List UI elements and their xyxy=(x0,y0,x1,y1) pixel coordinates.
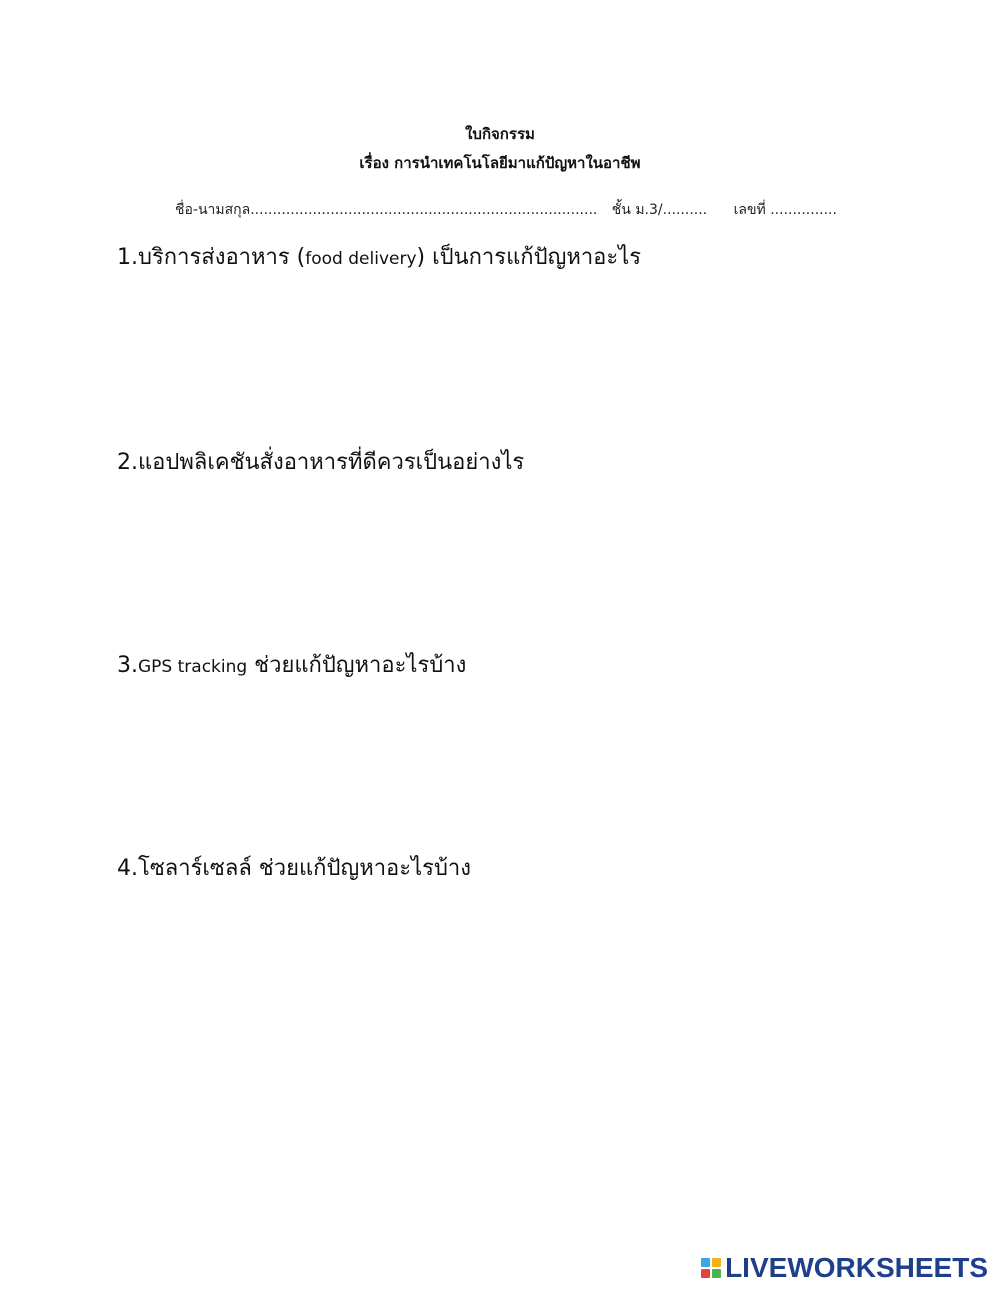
question-text: โซลาร์เซลล์ ช่วยแก้ปัญหาอะไรบ้าง xyxy=(138,856,472,881)
question-text-english: GPS tracking xyxy=(138,657,248,677)
name-field-label: ชื่อ-นามสกุล.............................................................................. xyxy=(175,202,598,218)
answer-area-1[interactable] xyxy=(117,285,883,425)
student-number-label: เลขที่ ............... xyxy=(733,202,837,218)
answer-area-3[interactable] xyxy=(117,693,883,833)
logo-square-i xyxy=(712,1258,721,1267)
worksheet-title: ใบกิจกรรม xyxy=(465,125,535,143)
student-info-row xyxy=(175,200,837,220)
question-text-english: food delivery xyxy=(305,249,417,269)
question-number: 2. xyxy=(117,450,138,475)
logo-square-e xyxy=(712,1269,721,1278)
class-field-label: ชั้น ม.3/.......... xyxy=(611,202,708,218)
question-number: 1. xyxy=(117,245,138,270)
question-number: 4. xyxy=(117,856,138,881)
question-4 xyxy=(117,854,471,884)
question-3 xyxy=(117,651,466,682)
liveworksheets-logo-icon xyxy=(701,1258,721,1278)
question-text: แอปพลิเคชันสั่งอาหารที่ดีควรเป็นอย่างไร xyxy=(138,450,525,475)
liveworksheets-logo-text: LIVEWORKSHEETS xyxy=(725,1252,988,1283)
question-number: 3. xyxy=(117,653,138,678)
question-text: ช่วยแก้ปัญหาอะไรบ้าง xyxy=(247,653,467,678)
logo-square-v xyxy=(701,1269,710,1278)
question-1 xyxy=(117,243,641,274)
liveworksheets-logo xyxy=(701,1254,988,1282)
question-text: ) เป็นการแก้ปัญหาอะไร xyxy=(416,245,642,270)
worksheet-subtitle: เรื่อง การนำเทคโนโลยีมาแก้ปัญหาในอาชีพ xyxy=(359,154,641,172)
answer-area-4[interactable] xyxy=(117,896,883,1036)
question-2 xyxy=(117,448,524,478)
question-text: บริการส่งอาหาร ( xyxy=(138,245,306,270)
answer-area-2[interactable] xyxy=(117,490,883,630)
logo-square-l xyxy=(701,1258,710,1267)
